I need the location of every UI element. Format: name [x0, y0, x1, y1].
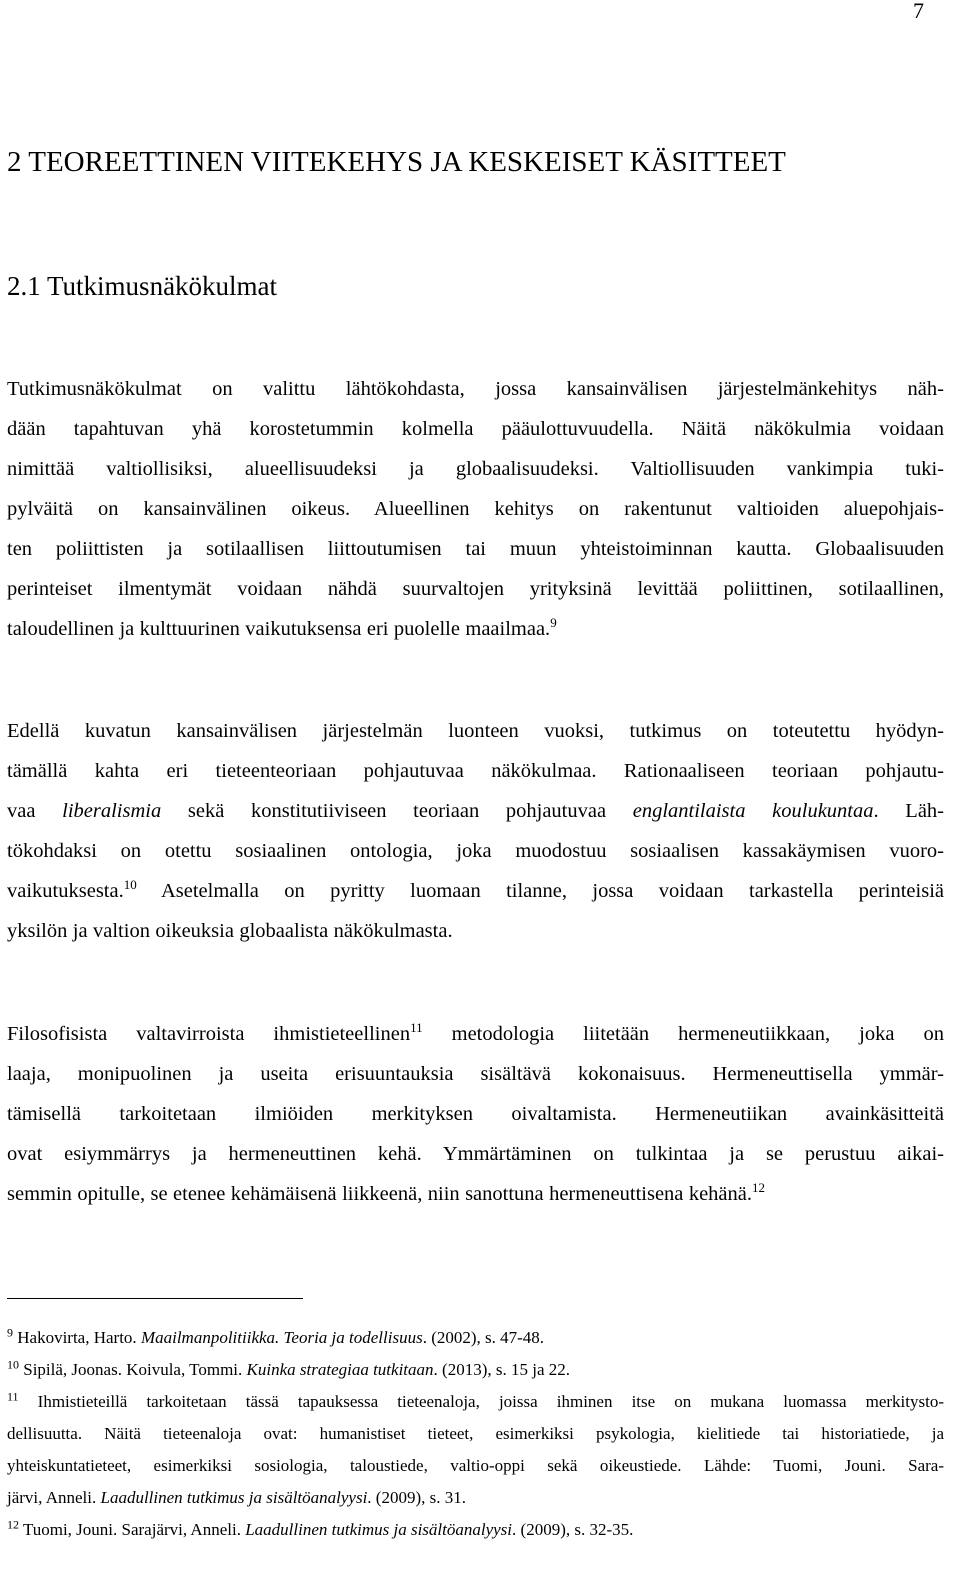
paragraph-line: tämisellä tarkoitetaan ilmiöiden merkityksen oivaltamista. Hermeneutiikan avainkäsitteitä: [7, 1103, 944, 1125]
paragraph-text: taloudellinen ja kulttuurinen vaikutuksensa eri puolelle maailmaa.: [7, 618, 551, 640]
paragraph-line: [7, 1014, 944, 1054]
footnote-number: 10: [7, 1357, 19, 1372]
paragraph-line: [7, 1174, 944, 1214]
paragraph-line: laaja, monipuolinen ja useita erisuuntauksia sisältävä kokonaisuus. Hermeneuttisella ymmär-: [7, 1063, 944, 1085]
paragraph-line: tökohdaksi on otettu sosiaalinen ontologia, joka muodostuu sosiaalisen kassakäymisen vuoro-: [7, 840, 944, 862]
paragraph-text: Filosofisista valtavirroista ihmistieteellinen: [7, 1023, 411, 1045]
paragraph-line: nimittää valtiollisiksi, alueellisuudeksi ja globaalisuudeksi. Valtiollisuuden vankimpia tuki-: [7, 458, 944, 480]
footnote-number: 11: [7, 1389, 19, 1404]
paragraph-line: perinteiset ilmentymät voidaan nähdä suurvaltojen yrityksinä levittää poliittinen, sotilaallinen,: [7, 578, 944, 600]
chapter-heading: 2 TEOREETTINEN VIITEKEHYS JA KESKEISET KÄSITTEET: [7, 146, 786, 178]
footnote-ref-11[interactable]: 11: [410, 1020, 423, 1036]
paragraph-line: ovat esiymmärrys ja hermeneuttinen kehä. Ymmärtäminen on tulkintaa ja se perustuu aikai-: [7, 1143, 944, 1165]
footnote-text: Sipilä, Joonas. Koivula, Tommi.: [19, 1360, 247, 1379]
footnote-ref-9[interactable]: 9: [550, 615, 557, 631]
paragraph-line: [7, 609, 944, 649]
footnote-text: . (2009), s. 31.: [367, 1488, 466, 1507]
footnote-text: . (2013), s. 15 ja 22.: [433, 1360, 570, 1379]
paragraph-line: dään tapahtuvan yhä korostetummin kolmella pääulottuvuudella. Näitä näkökulmia voidaan: [7, 418, 944, 440]
footnote-text: Tuomi, Jouni. Sarajärvi, Anneli.: [19, 1520, 246, 1539]
footnote-divider: [7, 1298, 303, 1299]
term-liberalism: liberalismia: [62, 800, 162, 822]
footnote-12: [7, 1514, 944, 1546]
paragraph-line: ten poliittisten ja sotilaallisen liittoutumisen tai muun yhteistoiminnan kautta. Globaalisuuden: [7, 538, 944, 560]
footnote-line: [7, 1386, 944, 1418]
footnote-ref-12[interactable]: 12: [752, 1180, 765, 1196]
footnote-line: yhteiskuntatieteet, esimerkiksi sosiologia, taloustiede, valtio-oppi sekä oikeustiede. Lähde: Tuomi, Jouni. Sara-: [7, 1456, 944, 1475]
paragraph-line: [7, 791, 944, 831]
footnote-title: Laadullinen tutkimus ja sisältöanalyysi: [100, 1488, 368, 1507]
footnote-line: dellisuutta. Näitä tieteenaloja ovat: humanistiset tieteet, esimerkiksi psykologia, kielitiede tai historiatiede, ja: [7, 1424, 944, 1443]
footnote-9: [7, 1322, 944, 1354]
footnote-title: Maailmanpolitiikka. Teoria ja todellisuus: [140, 1328, 423, 1347]
footnote-line: [7, 1322, 944, 1354]
footnote-text: . (2002), s. 47-48.: [422, 1328, 545, 1347]
footnote-10: [7, 1354, 944, 1386]
footnote-ref-10[interactable]: 10: [123, 877, 137, 893]
paragraph-text: . Läh-: [873, 800, 944, 822]
paragraph-text: metodologia liitetään hermeneutiikkaan, joka on: [422, 1023, 944, 1045]
section-heading: 2.1 Tutkimusnäkökulmat: [7, 271, 278, 301]
footnote-line: [7, 1354, 944, 1386]
paragraph-3: [7, 1014, 944, 1214]
paragraph-text: vaa: [7, 800, 63, 822]
footnote-text: Ihmistieteillä tarkoitetaan tässä tapauksessa tieteenaloja, joissa ihminen itse on mukana luomassa merkitysto-: [18, 1392, 944, 1411]
footnote-number: 12: [7, 1517, 19, 1532]
paragraph-1: [7, 369, 944, 649]
footnote-text: Hakovirta, Harto.: [13, 1328, 141, 1347]
footnote-title: Kuinka strategiaa tutkitaan: [246, 1360, 434, 1379]
paragraph-line: Tutkimusnäkökulmat on valittu lähtökohdasta, jossa kansainvälisen järjestelmänkehitys näh-: [7, 378, 944, 400]
footnote-text: järvi, Anneli.: [7, 1488, 101, 1507]
paragraph-line: pylväitä on kansainvälinen oikeus. Alueellinen kehitys on rakentunut valtioiden aluepohjais-: [7, 498, 944, 520]
paragraph-text: sekä konstitutiiviseen teoriaan pohjautuvaa: [161, 800, 633, 822]
page-number: 7: [913, 0, 924, 23]
footnote-line: [7, 1482, 944, 1514]
footnote-title: Laadullinen tutkimus ja sisältöanalyysi: [245, 1520, 513, 1539]
paragraph-line: [7, 871, 944, 911]
paragraph-line: Edellä kuvatun kansainvälisen järjestelmän luonteen vuoksi, tutkimus on toteutettu hyödyn-: [7, 720, 944, 742]
paragraph-text: semmin opitulle, se etenee kehämäisenä liikkeenä, niin sanottuna hermeneuttisena kehänä.: [7, 1183, 752, 1205]
footnote-11: [7, 1386, 944, 1514]
paragraph-2: [7, 711, 944, 951]
footnote-number: 9: [7, 1325, 13, 1340]
footnotes: [7, 1322, 944, 1546]
footnote-line: [7, 1514, 944, 1546]
paragraph-text: vaikutuksesta.: [7, 880, 124, 902]
paragraph-line: tämällä kahta eri tieteenteoriaan pohjautuvaa näkökulmaa. Rationaaliseen teoriaan pohjautu-: [7, 760, 944, 782]
paragraph-text: Asetelmalla on pyritty luomaan tilanne, jossa voidaan tarkastella perinteisiä: [136, 880, 944, 902]
paragraph-line: yksilön ja valtion oikeuksia globaalista näkökulmasta.: [7, 920, 453, 942]
term-english-school: englantilaista koulukuntaa: [632, 800, 874, 822]
footnote-text: . (2009), s. 32-35.: [512, 1520, 634, 1539]
